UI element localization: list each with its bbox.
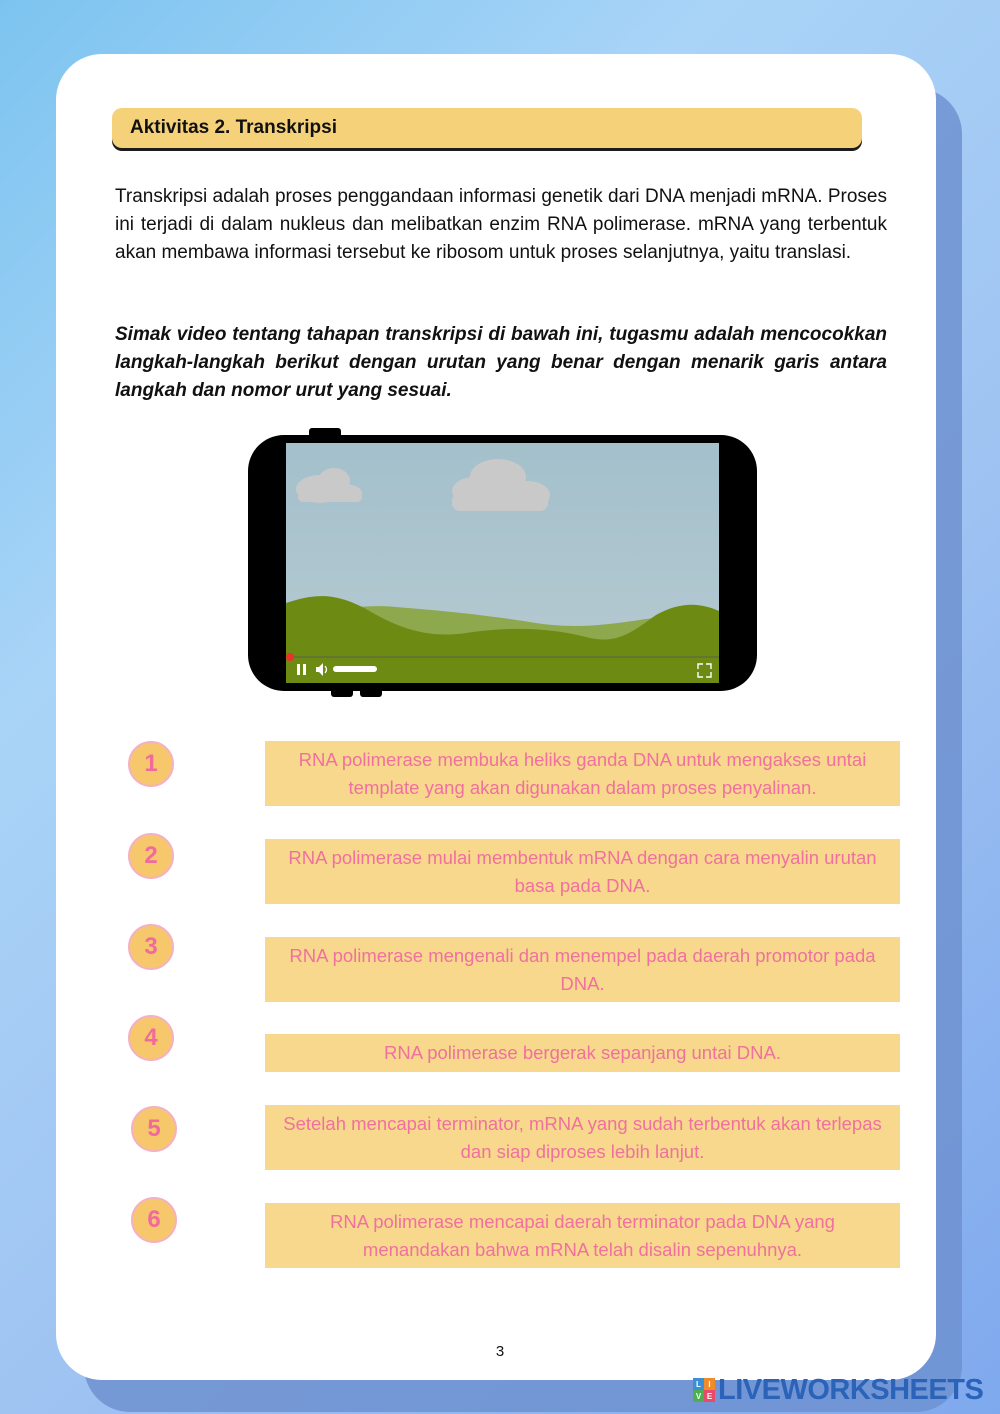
- video-progress-handle[interactable]: [286, 653, 294, 661]
- step-box-1[interactable]: [265, 741, 900, 806]
- instruction-paragraph: Simak video tentang tahapan transkripsi di bawah ini, tugasmu adalah mencocokkan langkah-langkah berikut dengan urutan yang benar dengan menarik garis antara langkah dan nomor urut yang sesuai.: [115, 324, 887, 401]
- order-number-4[interactable]: [128, 1015, 174, 1061]
- logo-letter: V: [693, 1390, 704, 1402]
- step-text: RNA polimerase mencapai daerah terminator pada DNA yang menandakan bahwa mRNA telah disalin sepenuhnya.: [330, 1210, 835, 1260]
- phone-bottom-button: [360, 688, 382, 697]
- order-number-label: 4: [144, 1024, 158, 1051]
- step-box-3[interactable]: [265, 937, 900, 1002]
- video-player[interactable]: [286, 443, 719, 683]
- step-text: Setelah mencapai terminator, mRNA yang sudah terbentuk akan terlepas dan siap diproses lebih lanjut.: [283, 1112, 882, 1162]
- order-number-3[interactable]: [128, 924, 174, 970]
- order-number-label: 3: [144, 933, 158, 960]
- video-thumbnail: [286, 443, 719, 683]
- activity-title: Aktivitas 2. Transkripsi: [130, 117, 337, 138]
- step-box-6[interactable]: [265, 1203, 900, 1268]
- page-number: 3: [495, 1343, 505, 1360]
- order-number-2[interactable]: [128, 833, 174, 879]
- step-text: RNA polimerase mengenali dan menempel pada daerah promotor pada DNA.: [289, 944, 876, 994]
- volume-slider[interactable]: [333, 666, 377, 672]
- liveworksheets-logo[interactable]: [693, 1373, 983, 1407]
- step-box-4[interactable]: [265, 1034, 900, 1072]
- logo-letter: I: [704, 1378, 715, 1390]
- logo-letter: E: [704, 1390, 715, 1402]
- order-number-1[interactable]: [128, 741, 174, 787]
- order-number-label: 2: [144, 842, 158, 869]
- order-number-5[interactable]: [131, 1106, 177, 1152]
- order-number-6[interactable]: [131, 1197, 177, 1243]
- activity-title-bar: [112, 108, 862, 148]
- order-number-label: 6: [147, 1206, 161, 1233]
- step-text: RNA polimerase mulai membentuk mRNA dengan cara menyalin urutan basa pada DNA.: [288, 846, 877, 896]
- step-box-5[interactable]: [265, 1105, 900, 1170]
- liveworksheets-brand-text: LIVEWORKSHEETS: [718, 1373, 984, 1406]
- liveworksheets-logo-icon: [693, 1378, 715, 1402]
- step-text: RNA polimerase membuka heliks ganda DNA untuk mengakses untai template yang akan digunakan dalam proses penyalinan.: [298, 748, 867, 798]
- phone-bottom-button: [331, 688, 353, 697]
- order-number-label: 1: [144, 750, 158, 777]
- logo-letter: L: [693, 1378, 704, 1390]
- step-text: RNA polimerase bergerak sepanjang untai DNA.: [384, 1042, 781, 1063]
- step-box-2[interactable]: [265, 839, 900, 904]
- order-number-label: 5: [147, 1115, 161, 1142]
- intro-paragraph: Transkripsi adalah proses penggandaan informasi genetik dari DNA menjadi mRNA. Proses ini terjadi di dalam nukleus dan melibatkan enzim RNA polimerase. mRNA yang terbentuk akan membawa informasi tersebut ke ribosom untuk proses selanjutnya, yaitu translasi.: [115, 186, 887, 263]
